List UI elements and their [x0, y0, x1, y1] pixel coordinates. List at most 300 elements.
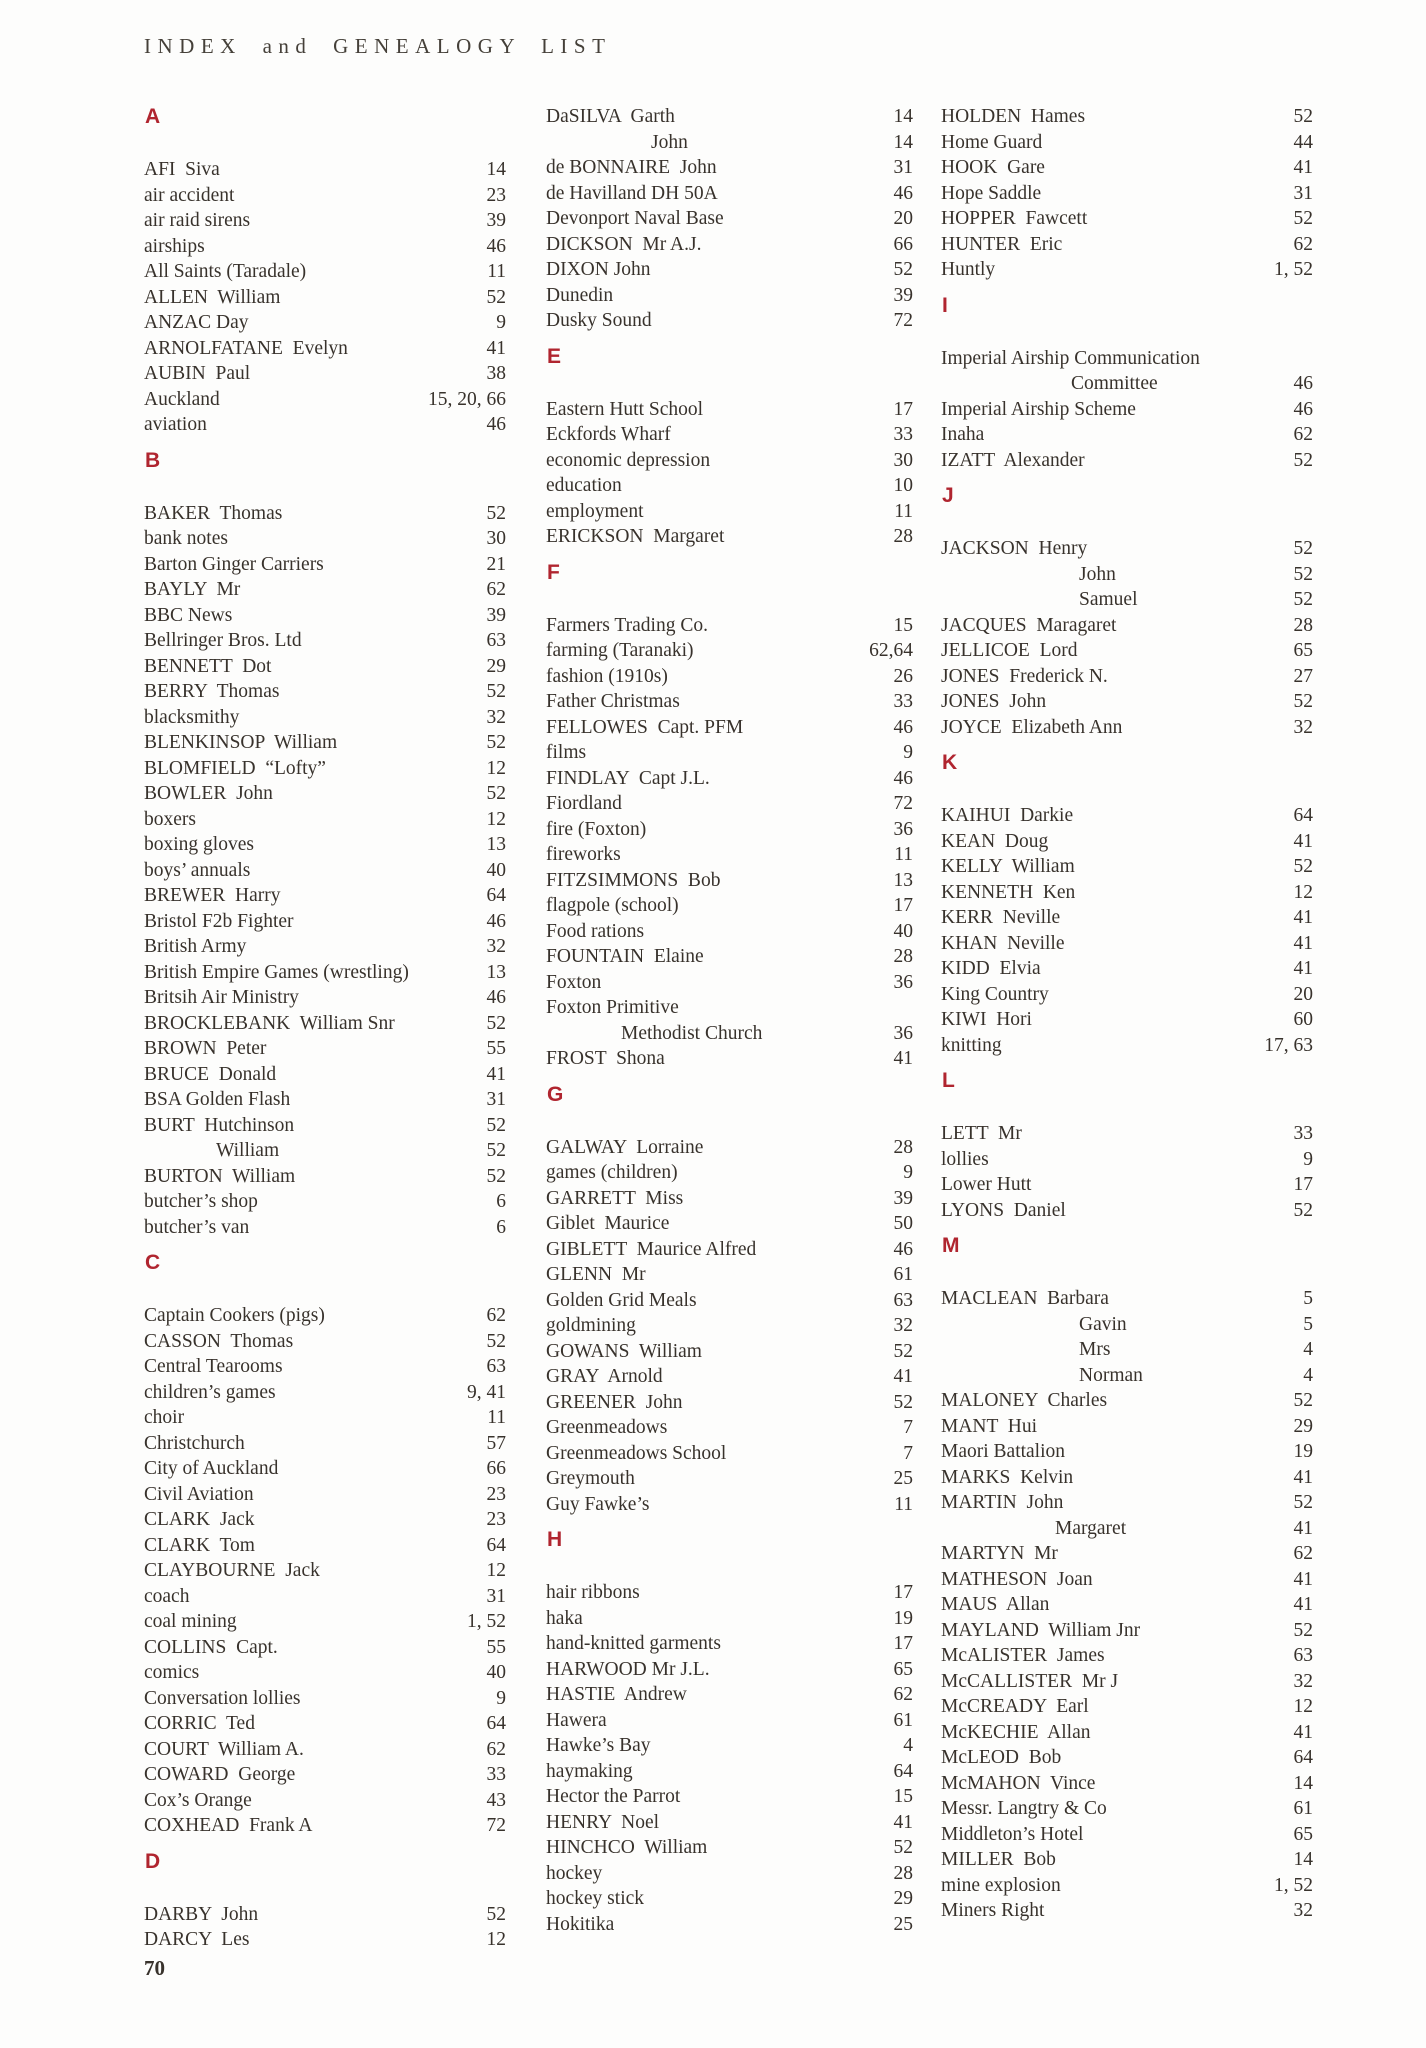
- index-entry: [546, 868, 913, 894]
- index-section: [941, 1068, 1313, 1223]
- entry-page-number: 46: [1293, 398, 1313, 420]
- entry-label: mine explosion: [941, 1874, 1061, 1896]
- entry-page-number: 52: [1293, 538, 1313, 559]
- entry-page-number: 15: [893, 1786, 913, 1807]
- entry-page-number: 52: [1293, 563, 1313, 585]
- entry-label: haymaking: [546, 1760, 633, 1782]
- index-entry: [144, 387, 506, 413]
- index-entry: [144, 1329, 506, 1355]
- entry-page-number: 38: [486, 363, 506, 384]
- entry-label: FITZSIMMONS Bob: [546, 869, 721, 891]
- entry-page-number: 41: [1293, 958, 1313, 979]
- entry-label: FELLOWES Capt. PFM: [546, 716, 744, 738]
- index-entry: [941, 1033, 1313, 1059]
- entry-label: butcher’s van: [144, 1216, 250, 1238]
- entry-page-number: 28: [1293, 614, 1313, 636]
- index-entry: [941, 371, 1313, 397]
- entry-label: GLENN Mr: [546, 1264, 646, 1285]
- entry-label: hand-knitted garments: [546, 1633, 721, 1654]
- entry-label: HARWOOD Mr J.L.: [546, 1658, 710, 1680]
- entry-label: HUNTER Eric: [941, 233, 1063, 255]
- entry-label: Miners Right: [941, 1900, 1045, 1921]
- entry-page-number: 14: [893, 131, 913, 153]
- entry-page-number: 39: [893, 284, 913, 306]
- entry-page-number: 31: [486, 1585, 506, 1607]
- index-entry: [546, 1288, 913, 1314]
- entry-page-number: 41: [893, 1366, 913, 1387]
- index-entry: [144, 552, 506, 578]
- section-letter-A: A: [145, 105, 161, 128]
- index-entry: [941, 206, 1313, 232]
- index-entry: [941, 715, 1313, 741]
- entry-page-number: 28: [893, 526, 913, 547]
- index-entry: [144, 1507, 506, 1533]
- index-entry: [144, 234, 506, 260]
- entry-label: airships: [144, 235, 205, 257]
- index-entry: [546, 893, 913, 919]
- index-entry: [546, 499, 913, 525]
- index-entry: [546, 715, 913, 741]
- entry-page-number: 36: [893, 818, 913, 840]
- entry-page-number: 39: [486, 210, 506, 231]
- index-entry: [546, 1861, 913, 1887]
- entry-page-number: 9: [903, 1162, 913, 1183]
- index-entry: [144, 1609, 506, 1635]
- entry-label: HOLDEN Hames: [941, 106, 1086, 127]
- entry-label: BLENKINSOP William: [144, 732, 338, 753]
- entry-label: HENRY Noel: [546, 1811, 660, 1833]
- index-entry: [546, 1759, 913, 1785]
- entry-page-number: 52: [486, 1903, 506, 1925]
- entry-label: HASTIE Andrew: [546, 1684, 687, 1705]
- index-entry: [941, 803, 1313, 829]
- index-entry: [546, 1810, 913, 1836]
- entry-page-number: 66: [486, 1458, 506, 1479]
- index-entry: [144, 832, 506, 858]
- index-entry: [546, 1415, 913, 1441]
- entry-label: MAUS Allan: [941, 1594, 1050, 1615]
- entry-label: Lower Hutt: [941, 1174, 1032, 1195]
- index-section: [941, 750, 1313, 1058]
- entry-label: MALONEY Charles: [941, 1390, 1108, 1411]
- entry-page-number: 31: [1293, 182, 1313, 204]
- entry-label: GREENER John: [546, 1391, 683, 1413]
- index-entry: [941, 536, 1313, 562]
- entry-label: hockey stick: [546, 1888, 645, 1909]
- entry-page-number: 40: [893, 920, 913, 942]
- entry-label: BSA Golden Flash: [144, 1089, 291, 1110]
- entry-page-number: 12: [486, 757, 506, 779]
- entry-label: Hawera: [546, 1709, 607, 1731]
- index-entry: [941, 155, 1313, 181]
- index-entry: [941, 1796, 1313, 1822]
- index-entry: [144, 960, 506, 986]
- entry-label: BAKER Thomas: [144, 502, 283, 524]
- entry-page-number: 52: [1293, 589, 1313, 610]
- index-entry: [144, 361, 506, 387]
- entry-label: GIBLETT Maurice Alfred: [546, 1238, 757, 1260]
- entry-page-number: 62: [1293, 233, 1313, 255]
- section-letter-F: F: [547, 560, 560, 584]
- index-entry: [941, 181, 1313, 207]
- entry-page-number: 41: [1293, 1721, 1313, 1743]
- entry-page-number: 1, 52: [1274, 1874, 1313, 1896]
- index-entry: [144, 1788, 506, 1814]
- index-entry: [144, 1762, 506, 1788]
- index-entry: [144, 577, 506, 603]
- entry-page-number: 41: [486, 337, 506, 359]
- entry-label: AUBIN Paul: [144, 363, 251, 384]
- entry-page-number: 6: [496, 1191, 506, 1212]
- index-entry: [546, 970, 913, 996]
- entry-page-number: 13: [486, 834, 506, 855]
- index-entry: [546, 308, 913, 334]
- entry-label: Inaha: [941, 424, 985, 445]
- entry-label: BURT Hutchinson: [144, 1114, 295, 1136]
- entry-page-number: 17: [893, 1633, 913, 1654]
- entry-label: IZATT Alexander: [941, 449, 1085, 471]
- entry-page-number: 41: [1293, 830, 1313, 852]
- entry-page-number: 4: [1303, 1339, 1313, 1360]
- entry-page-number: 11: [487, 1407, 506, 1428]
- entry-label: ALLEN William: [144, 286, 281, 308]
- entry-label: MILLER Bob: [941, 1849, 1056, 1870]
- entry-page-number: 64: [1293, 805, 1313, 826]
- section-letter-H: H: [547, 1528, 563, 1551]
- index-entry: [941, 346, 1313, 372]
- entry-page-number: 9, 41: [467, 1381, 506, 1403]
- index-entry: [144, 1113, 506, 1139]
- entry-label: AFI Siva: [144, 159, 220, 180]
- entry-label: John: [1079, 563, 1116, 585]
- entry-page-number: 20: [893, 208, 913, 229]
- index-entry: [941, 1337, 1313, 1363]
- entry-page-number: 7: [903, 1442, 913, 1464]
- entry-label: KENNETH Ken: [941, 881, 1076, 903]
- entry-label: hockey: [546, 1862, 603, 1884]
- index-entry: [546, 1211, 913, 1237]
- index-entry: [546, 1708, 913, 1734]
- entry-page-number: 52: [486, 286, 506, 308]
- entry-label: KEAN Doug: [941, 830, 1049, 852]
- entry-page-number: 15, 20, 66: [428, 388, 506, 410]
- index-entry: [941, 982, 1313, 1008]
- entry-label: KERR Neville: [941, 907, 1061, 928]
- entry-label: Hope Saddle: [941, 182, 1042, 204]
- entry-page-number: 62: [486, 579, 506, 600]
- entry-label: JACKSON Henry: [941, 538, 1088, 559]
- index-entry: [546, 130, 913, 156]
- entry-page-number: 40: [486, 859, 506, 881]
- entry-label: John: [651, 131, 688, 153]
- entry-label: coach: [144, 1585, 190, 1607]
- entry-label: Foxton Primitive: [546, 997, 679, 1018]
- entry-label: Fiordland: [546, 793, 622, 814]
- entry-label: BRUCE Donald: [144, 1063, 277, 1085]
- entry-page-number: 65: [1293, 1823, 1313, 1845]
- entry-label: Dusky Sound: [546, 310, 652, 331]
- entry-label: Britsih Air Ministry: [144, 987, 299, 1008]
- entry-page-number: 12: [1293, 881, 1313, 903]
- entry-page-number: 31: [893, 157, 913, 178]
- entry-label: employment: [546, 500, 644, 522]
- entry-page-number: 30: [893, 449, 913, 471]
- entry-label: Greymouth: [546, 1468, 635, 1489]
- index-entry: [144, 730, 506, 756]
- entry-page-number: 23: [486, 1483, 506, 1505]
- entry-page-number: 11: [487, 261, 506, 282]
- entry-label: Foxton: [546, 971, 602, 993]
- index-entry: [144, 1558, 506, 1584]
- section-letter-B: B: [145, 448, 161, 472]
- entry-label: DIXON John: [546, 259, 651, 280]
- entry-page-number: 52: [1293, 856, 1313, 877]
- index-entry: [144, 1431, 506, 1457]
- index-entry: [546, 397, 913, 423]
- index-entry: [546, 1313, 913, 1339]
- entry-page-number: 52: [1293, 449, 1313, 471]
- entry-label: farming (Taranaki): [546, 640, 694, 661]
- index-section: [941, 1233, 1313, 1924]
- entry-label: McCREADY Earl: [941, 1696, 1089, 1717]
- index-entry: [941, 1198, 1313, 1224]
- entry-page-number: 72: [893, 793, 913, 814]
- entry-page-number: 33: [893, 424, 913, 445]
- entry-page-number: 46: [486, 235, 506, 257]
- index-entry: [144, 1584, 506, 1610]
- index-entry: [546, 1364, 913, 1390]
- index-entry: [941, 1669, 1313, 1695]
- entry-page-number: 52: [1293, 106, 1313, 127]
- section-letter-E: E: [547, 344, 562, 368]
- index-entry: [941, 1694, 1313, 1720]
- entry-page-number: 40: [486, 1662, 506, 1683]
- entry-page-number: 9: [496, 312, 506, 333]
- entry-label: McALISTER James: [941, 1645, 1105, 1666]
- entry-label: BERRY Thomas: [144, 681, 280, 702]
- entry-page-number: 66: [893, 233, 913, 255]
- entry-page-number: 63: [486, 1356, 506, 1377]
- entry-page-number: 60: [1293, 1009, 1313, 1030]
- index-entry: [941, 397, 1313, 423]
- index-entry: [546, 1339, 913, 1365]
- index-entry: [546, 104, 913, 130]
- entry-label: aviation: [144, 414, 207, 435]
- index-entry: [546, 740, 913, 766]
- entry-label: lollies: [941, 1148, 989, 1170]
- entry-label: McLEOD Bob: [941, 1747, 1062, 1768]
- entry-label: McCALLISTER Mr J: [941, 1670, 1119, 1692]
- entry-label: fashion (1910s): [546, 665, 668, 687]
- entry-page-number: 63: [893, 1289, 913, 1311]
- index-entry: [144, 285, 506, 311]
- index-entry: [546, 766, 913, 792]
- entry-page-number: 64: [1293, 1747, 1313, 1768]
- entry-page-number: 39: [893, 1187, 913, 1209]
- entry-label: COWARD George: [144, 1764, 296, 1785]
- entry-label: Eastern Hutt School: [546, 398, 704, 420]
- entry-page-number: 55: [486, 1038, 506, 1059]
- entry-label: HINCHCO William: [546, 1837, 708, 1858]
- entry-label: CLARK Jack: [144, 1509, 255, 1530]
- index-entry: [546, 689, 913, 715]
- entry-page-number: 13: [486, 961, 506, 983]
- entry-label: Bristol F2b Fighter: [144, 910, 294, 932]
- index-entry: [941, 1388, 1313, 1414]
- entry-page-number: 5: [1303, 1288, 1313, 1309]
- index-entry: [546, 791, 913, 817]
- entry-page-number: 9: [496, 1687, 506, 1709]
- entry-page-number: 28: [893, 1862, 913, 1884]
- entry-page-number: 12: [486, 1560, 506, 1581]
- index-entry: [144, 183, 506, 209]
- index-entry: [941, 1439, 1313, 1465]
- entry-page-number: 14: [1293, 1849, 1313, 1870]
- entry-page-number: 41: [1293, 1594, 1313, 1615]
- entry-page-number: 46: [893, 1238, 913, 1260]
- section-letter-K: K: [942, 751, 958, 774]
- index-entry: [941, 1643, 1313, 1669]
- entry-label: GARRETT Miss: [546, 1187, 684, 1209]
- entry-page-number: 11: [894, 844, 913, 865]
- index-entry: [941, 638, 1313, 664]
- index-section: [144, 448, 506, 1241]
- entry-label: comics: [144, 1662, 200, 1683]
- entry-page-number: 29: [486, 655, 506, 677]
- entry-page-number: 10: [893, 475, 913, 496]
- index-entry: [941, 880, 1313, 906]
- entry-page-number: 41: [1293, 932, 1313, 954]
- entry-page-number: 6: [496, 1216, 506, 1238]
- index-entry: [546, 638, 913, 664]
- index-section: [941, 293, 1313, 474]
- index-entry: [546, 1682, 913, 1708]
- entry-page-number: 52: [486, 1140, 506, 1161]
- index-entry: [941, 1745, 1313, 1771]
- entry-page-number: 12: [486, 808, 506, 830]
- index-entry: [144, 1813, 506, 1839]
- entry-label: children’s games: [144, 1381, 276, 1403]
- entry-label: Conversation lollies: [144, 1687, 301, 1709]
- entry-label: de Havilland DH 50A: [546, 182, 718, 204]
- entry-label: films: [546, 742, 587, 763]
- entry-label: JONES Frederick N.: [941, 665, 1108, 687]
- entry-label: MARTYN Mr: [941, 1543, 1058, 1564]
- index-entry: [144, 157, 506, 183]
- entry-label: economic depression: [546, 449, 711, 471]
- index-entry: [941, 104, 1313, 130]
- entry-page-number: 32: [1293, 716, 1313, 738]
- entry-label: FROST Shona: [546, 1048, 665, 1069]
- entry-page-number: 44: [1293, 131, 1313, 153]
- entry-page-number: 46: [486, 987, 506, 1008]
- index-entry: [546, 181, 913, 207]
- entry-page-number: 41: [1293, 1466, 1313, 1488]
- index-entry: [546, 1733, 913, 1759]
- index-entry: [546, 448, 913, 474]
- entry-page-number: 36: [893, 1022, 913, 1044]
- section-letter-I: I: [942, 293, 948, 317]
- entry-page-number: 25: [893, 1468, 913, 1489]
- entry-page-number: 17: [893, 1582, 913, 1603]
- entry-page-number: 12: [486, 1929, 506, 1950]
- entry-label: Devonport Naval Base: [546, 208, 724, 229]
- entry-page-number: 11: [894, 1493, 913, 1515]
- entry-label: BAYLY Mr: [144, 579, 241, 600]
- entry-page-number: 17: [893, 895, 913, 916]
- index-entry: [144, 934, 506, 960]
- index-entry: [144, 603, 506, 629]
- entry-page-number: 31: [486, 1089, 506, 1110]
- entry-label: British Empire Games (wrestling): [144, 961, 409, 983]
- entry-page-number: 33: [893, 691, 913, 712]
- index-entry: [546, 1390, 913, 1416]
- entry-label: GOWANS William: [546, 1340, 702, 1362]
- entry-page-number: 17, 63: [1264, 1034, 1313, 1056]
- index-entry: [941, 1822, 1313, 1848]
- index-entry: [144, 679, 506, 705]
- entry-label: boys’ annuals: [144, 859, 251, 881]
- section-letter-G: G: [547, 1082, 564, 1106]
- index-entry: [941, 1873, 1313, 1899]
- index-entry: [941, 1541, 1313, 1567]
- entry-page-number: 62: [1293, 424, 1313, 445]
- index-section: [144, 1849, 506, 1953]
- entry-page-number: 61: [893, 1264, 913, 1285]
- entry-page-number: 5: [1303, 1313, 1313, 1335]
- index-entry: [144, 1164, 506, 1190]
- entry-label: BENNETT Dot: [144, 655, 272, 677]
- index-entry: [941, 1121, 1313, 1147]
- entry-label: JONES John: [941, 691, 1047, 712]
- page-number: 70: [144, 1956, 165, 1980]
- entry-page-number: 63: [486, 630, 506, 651]
- entry-page-number: 62: [1293, 1543, 1313, 1564]
- entry-page-number: 19: [1293, 1441, 1313, 1462]
- entry-page-number: 46: [893, 182, 913, 204]
- entry-label: Giblet Maurice: [546, 1213, 670, 1234]
- entry-page-number: 52: [486, 502, 506, 524]
- index-entry: [546, 995, 913, 1021]
- index-entry: [941, 905, 1313, 931]
- index-entry: [144, 1635, 506, 1661]
- index-entry: [941, 613, 1313, 639]
- entry-page-number: 52: [1293, 1199, 1313, 1221]
- entry-label: Samuel: [1079, 589, 1138, 610]
- index-entry: [941, 854, 1313, 880]
- index-section: [546, 344, 913, 550]
- entry-page-number: 28: [893, 1136, 913, 1158]
- index-entry: [546, 1606, 913, 1632]
- index-entry: [941, 1898, 1313, 1924]
- entry-page-number: 33: [486, 1764, 506, 1785]
- entry-page-number: 57: [486, 1432, 506, 1454]
- index-entry: [144, 1711, 506, 1737]
- entry-page-number: 23: [486, 1509, 506, 1530]
- index-entry: [144, 985, 506, 1011]
- entry-label: flagpole (school): [546, 895, 679, 916]
- index-columns: [144, 104, 1313, 1953]
- entry-label: Hector the Parrot: [546, 1786, 681, 1807]
- index-entry: [144, 501, 506, 527]
- entry-label: City of Auckland: [144, 1458, 279, 1479]
- entry-page-number: 32: [486, 706, 506, 728]
- entry-label: Captain Cookers (pigs): [144, 1305, 325, 1326]
- entry-label: DaSILVA Garth: [546, 106, 675, 127]
- entry-page-number: 14: [893, 106, 913, 127]
- entry-page-number: 55: [486, 1636, 506, 1658]
- entry-label: ANZAC Day: [144, 312, 249, 333]
